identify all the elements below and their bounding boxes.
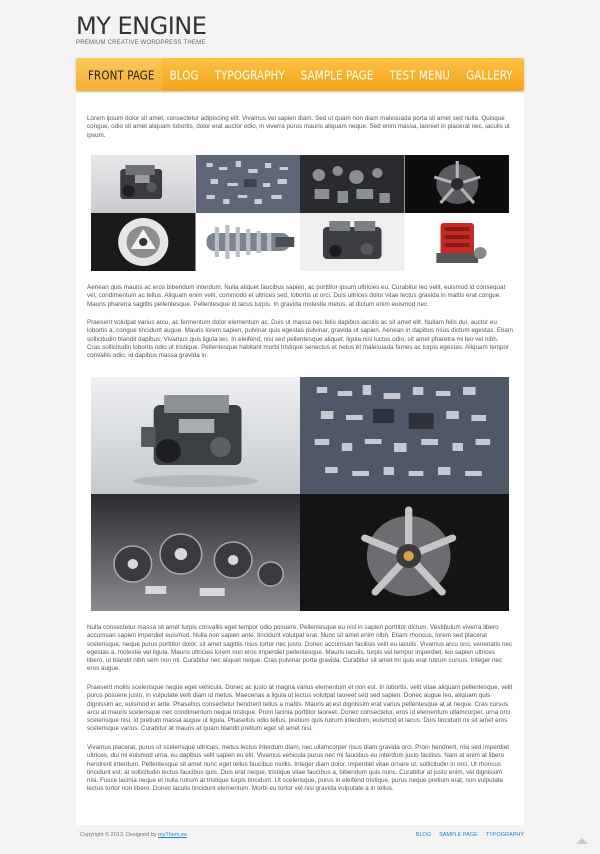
- site-tagline: PREMIUM CREATIVE WORDPRESS THEME: [76, 40, 206, 46]
- nav-item-gallery[interactable]: GALLERY: [466, 67, 513, 83]
- gallery-image[interactable]: [300, 377, 509, 494]
- copyright-text: Copyright © 2013. Designed by: [80, 832, 157, 838]
- content-paragraph: Vivamus placerat, purus ut scelerisque ultricies, metus lectus interdum diam, nec ullamcorper risus diam gravida orci. Proin hendrerit, nisi sed imperdiet ultrices, dui mi euismod urna, eu dapibus velit sapien eu elit. Vivamus vehicula purus nec mi faucibus eu interdum justo facilisis. Nam at enim at libero hendrerit interdum. Pellentesque sit amet nunc eget tellus faucibus mollis. Integer diam dolor, imperdiet vitae ornare ut, sollicitudin in orci. Ut rhoncus tincidunt est, at sollicitudin lectus faucibus quis. Duis erat neque, tristique vitae faucibus a, bibendum quis nunc. Curabitur at justo enim, vel dignissim nisi. Fusce lacinia neque et nulla rutrum at tristique turpis tincidunt. Ut scelerisque, purus in eleifend tristique, purus neque pretium erat, non vulputate lectus tortor non libero. Donec iaculis tincidunt elementum. Morbi eu tortor vel nisi gravida vulputate a in tellus.: [87, 744, 509, 793]
- nav-item-sample-page[interactable]: SAMPLE PAGE: [300, 67, 374, 83]
- footer-menu: [416, 832, 524, 838]
- footer-link-sample-page[interactable]: SAMPLE PAGE: [439, 832, 478, 838]
- gallery-thumb[interactable]: [300, 155, 405, 213]
- gallery-thumb[interactable]: [300, 213, 405, 271]
- footer-link-typography[interactable]: TYPOGRAPHY: [485, 832, 524, 838]
- nav-item-front-page[interactable]: FRONT PAGE: [76, 57, 162, 93]
- gallery-thumb[interactable]: [196, 155, 301, 213]
- gallery-image[interactable]: [91, 494, 300, 611]
- footer-copyright: [80, 832, 187, 838]
- gallery-large-grid: [91, 377, 509, 611]
- main-content: [76, 93, 524, 825]
- main-navigation: [76, 58, 524, 91]
- footer-link-blog[interactable]: BLOG: [415, 832, 432, 838]
- nav-item-typography[interactable]: TYPOGRAPHY: [214, 67, 285, 83]
- gallery-thumb[interactable]: [196, 213, 301, 271]
- gallery-small-grid: [91, 155, 509, 271]
- gallery-thumb[interactable]: [405, 213, 510, 271]
- gallery-thumb[interactable]: [91, 155, 196, 213]
- gallery-image[interactable]: [300, 494, 509, 611]
- site-title[interactable]: MY ENGINE: [76, 12, 207, 40]
- scroll-to-top-icon[interactable]: [576, 838, 588, 844]
- content-paragraph: Nulla consectetur massa sit amet turpis convallis eget tempor odio posuere. Pellentesque eu nisl in sapien porttitor dictum. Vestibulum viverra libero accumsan sapien imperdiet euismod. Nulla non sapien ante, tincidunt volutpat erat. Nunc sit amet enim nibh. Etiam rhoncus, lorem sed placerat scelerisque, neque purus porttitor dolor, sit amet sagittis risus tortor nec justo. Donec accumsan facilisis velit eu iaculis. Vivamus arcu orci, venenatis nec egestas a, molestie vel ligula. Mauris ultricies lorem non eros imperdiet pellentesque. Mauris iaculis, turpis vel tempor imperdiet, leo sapien ultrices libero, ut blandit nibh sem non mi. Curabitur nec aliquet neque. Cras pulvinar porta gravida. Curabitur sit amet mi quis erat rutrum cursus. Integer nec eros augue.: [87, 624, 513, 673]
- content-paragraph: Lorem ipsum dolor sit amet, consectetur adipiscing elit. Vivamus vel sapien diam. Sed ut quam non diam malesuada porta sit amet sed nulla. Quisque congue, odio sit amet aliquam lobortis, dolor erat auctor odio, in viverra purus mauris aliquam neque. Sed enim massa, laoreet in placerat nec, iaculis ut ipsum.: [87, 115, 510, 139]
- nav-item-test-menu[interactable]: TEST MENU: [389, 67, 451, 83]
- gallery-thumb[interactable]: [91, 213, 196, 271]
- gallery-image[interactable]: [91, 377, 300, 494]
- content-paragraph: Aenean quis mauris ac eros bibendum interdum. Nulla aliquet faucibus sapien, ac porttitor ipsum ultricies eu. Curabitur leo velit, euismod id consequat vel, condimentum ac tellus. Aliquam enim velit, commodo et ultrices sed, lobortis ut orci. Duis ultrices dolor vitae lectus gravida in mattis erat congue. Mauris pharetra sagittis pellentesque. Pellentesque id lacus turpis. In gravida molestie metus, at dictum enim euismod nec.: [87, 284, 506, 308]
- content-paragraph: Praesent mollis scelerisque neque eget vehicula. Donec ac justo at magna varius elementum et non est. In lobortis, velit vitae aliquam pellentesque, velit purus posuere justo, in vulputate velit diam id metus. Maecenas a ligula ut lectus volutpat laoreet sed sed sapien. Donec augue leo, aliquam quis dignissim ac, euismod in ante. Phasellus consectetur hendrerit tellus a mattis. Mauris at est dignissim erat varius pellentesque at at neque. Cras cursus arcu at mauris scelerisque nec condimentum neque tristique. Proin lacinia porttitor laoreet. Donec consectetur, eros id elementum ullamcorper, urna orci scelerisque nisi, id pretium massa augue ut ligula. Phasellus odio tellus, pretium quis rutrum interdum, euismod et lacus. Duis tincidunt mi sit amet eros scelerisque varius. Curabitur at mauris at quam blandit pretium eget sit amet nisl.: [87, 684, 513, 733]
- content-paragraph: Praesent volutpat varius arcu, ac fermentum dolor elementum ac. Duis ut massa nec felis dapibus iaculis ac sit amet elit. Nullam felis dui, auctor eu lobortis a, congue tincidunt augue. Mauris lorem sapien, pulvinar quis egestas pulvinar, gravida ut sapien. Aenean in dapibus risus dictum egestas. Etiam sollicitudin blandit dapibus. Vivamus quis ligula leo. In eleifend, nisi sed pellentesque aliquet, ligula nisi luctus odio, sit amet pharetra mi leo vel nibh. Cras sollicitudin lobortis odio ut tristique. Pellentesque habitant morbi tristique senectus et netus et malesuada fames ac turpis egestas. Aliquam tempor convallis odio, id dapibus massa gravida in.: [87, 319, 513, 360]
- designer-link[interactable]: myThem.es: [158, 832, 187, 838]
- gallery-thumb[interactable]: [405, 155, 510, 213]
- nav-item-blog[interactable]: BLOG: [169, 67, 199, 83]
